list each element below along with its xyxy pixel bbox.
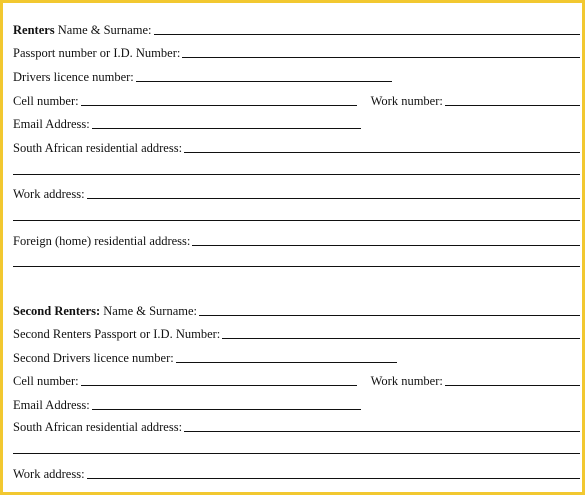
renter-licence-row bbox=[13, 69, 580, 85]
renter-work-address-row bbox=[13, 186, 580, 202]
second-renter-licence-label: Second Drivers licence number: bbox=[13, 351, 174, 365]
renter-email-row bbox=[13, 116, 580, 132]
renter-licence-field[interactable] bbox=[136, 81, 392, 82]
second-renter-licence-row bbox=[13, 350, 580, 366]
second-renter-sa-address-field[interactable] bbox=[184, 431, 580, 432]
renter-work-address-line-2[interactable] bbox=[13, 220, 580, 221]
second-renter-sa-address-line-2[interactable] bbox=[13, 453, 580, 454]
renter-name-row bbox=[13, 22, 580, 38]
second-renter-passport-row bbox=[13, 326, 580, 342]
second-renter-passport-field[interactable] bbox=[222, 338, 580, 339]
second-renter-email-field[interactable] bbox=[92, 409, 361, 410]
renter-phone-row bbox=[13, 93, 580, 109]
renter-sa-address-line-2[interactable] bbox=[13, 174, 580, 175]
second-renter-email-label: Email Address: bbox=[13, 398, 90, 412]
second-renter-phone-row bbox=[13, 373, 580, 389]
renter-email-field[interactable] bbox=[92, 128, 361, 129]
renter-sa-address-field[interactable] bbox=[184, 152, 580, 153]
renter-passport-field[interactable] bbox=[182, 57, 580, 58]
renter-work-address-label: Work address: bbox=[13, 187, 85, 201]
second-renter-work-address-row bbox=[13, 466, 580, 482]
second-renter-email-row bbox=[13, 397, 580, 413]
renter-sa-address-label: South African residential address: bbox=[13, 141, 183, 155]
second-renter-sa-address-row bbox=[13, 419, 580, 435]
renter-foreign-address-line-2[interactable] bbox=[13, 266, 580, 267]
second-renter-work-address-field[interactable] bbox=[87, 478, 580, 479]
renter-passport-row bbox=[13, 45, 580, 61]
second-renter-name-row bbox=[13, 303, 580, 319]
second-renter-licence-field[interactable] bbox=[176, 362, 397, 363]
second-renter-work-number-label: Work number: bbox=[370, 374, 443, 388]
second-renter-work-number-field[interactable] bbox=[445, 385, 580, 386]
renter-email-label: Email Address: bbox=[13, 117, 90, 131]
renter-name-field[interactable] bbox=[154, 34, 580, 35]
renter-licence-label: Drivers licence number: bbox=[13, 70, 134, 84]
renter-work-address-field[interactable] bbox=[87, 198, 580, 199]
second-renter-passport-label: Second Renters Passport or I.D. Number: bbox=[13, 327, 221, 341]
renter-foreign-address-row bbox=[13, 233, 580, 249]
second-renter-name-label: Second Renters: Name & Surname: bbox=[13, 304, 197, 318]
renter-work-number-label: Work number: bbox=[370, 94, 443, 108]
second-renter-cell-field[interactable] bbox=[81, 385, 357, 386]
renter-foreign-address-field[interactable] bbox=[192, 245, 580, 246]
renter-cell-field[interactable] bbox=[81, 105, 357, 106]
second-renter-cell-label: Cell number: bbox=[13, 374, 79, 388]
renter-sa-address-row bbox=[13, 140, 580, 156]
second-renter-sa-address-label: South African residential address: bbox=[13, 420, 183, 434]
renter-cell-label: Cell number: bbox=[13, 94, 79, 108]
renter-passport-label: Passport number or I.D. Number: bbox=[13, 46, 181, 60]
renter-foreign-address-label: Foreign (home) residential address: bbox=[13, 234, 191, 248]
renter-work-number-field[interactable] bbox=[445, 105, 580, 106]
second-renter-name-field[interactable] bbox=[199, 315, 580, 316]
second-renter-work-address-label: Work address: bbox=[13, 467, 85, 481]
renter-name-label: Renters Name & Surname: bbox=[13, 23, 152, 37]
